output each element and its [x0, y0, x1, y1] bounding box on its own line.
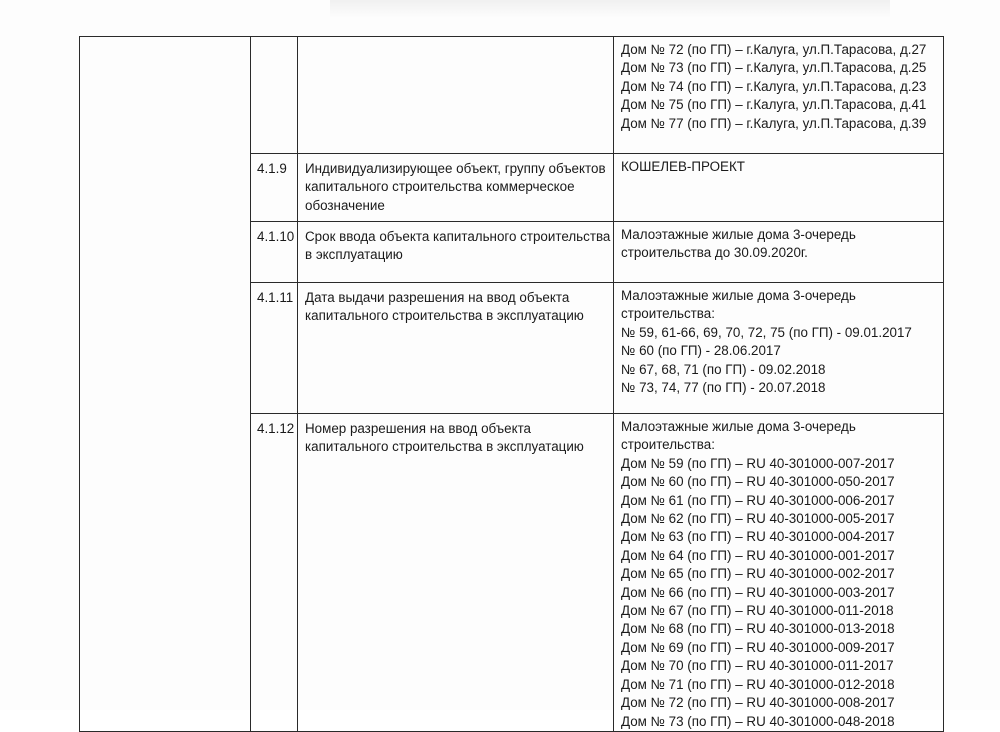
row-number: [251, 37, 298, 154]
value-line: Дом № 61 (по ГП) – RU 40-301000-006-2017: [621, 492, 895, 508]
value-line: Дом № 65 (по ГП) – RU 40-301000-002-2017: [621, 566, 895, 582]
value-line: строительства:: [621, 306, 715, 322]
row-number: 4.1.10: [251, 222, 298, 283]
value-line: Дом № 73 (по ГП) – RU 40-301000-048-2018: [621, 713, 895, 729]
value-line: Дом № 59 (по ГП) – RU 40-301000-007-2017: [621, 455, 895, 471]
value-line: Дом № 72 (по ГП) – RU 40-301000-008-2017: [621, 695, 895, 711]
left-empty-cell: [80, 37, 251, 732]
value-line: Дом № 66 (по ГП) – RU 40-301000-003-2017: [621, 584, 895, 600]
value-line: Дом № 77 (по ГП) – г.Калуга, ул.П.Тарасова, д.39: [621, 115, 927, 131]
declaration-table: [79, 36, 944, 732]
name-line: Дата выдачи разрешения на ввод объекта: [305, 290, 570, 305]
value-line: Дом № 62 (по ГП) – RU 40-301000-005-2017: [621, 511, 895, 527]
value-line: № 59, 61-66, 69, 70, 72, 75 (по ГП) - 09.01.2017: [621, 324, 912, 340]
row-name: [298, 283, 614, 414]
row-value: [614, 37, 944, 154]
value-line: Дом № 69 (по ГП) – RU 40-301000-009-2017: [621, 639, 895, 655]
row-value: [614, 283, 944, 414]
row-value: [614, 154, 944, 222]
value-line: Дом № 64 (по ГП) – RU 40-301000-001-2017: [621, 547, 895, 563]
row-name: [298, 154, 614, 222]
value-line: Дом № 72 (по ГП) – г.Калуга, ул.П.Тарасова, д.27: [621, 42, 927, 57]
value-line: Дом № 70 (по ГП) – RU 40-301000-011-2017: [621, 658, 894, 674]
value-line: строительства до 30.09.2020г.: [621, 245, 808, 261]
value-line: Малоэтажные жилые дома 3-очередь: [621, 288, 856, 303]
row-number: 4.1.9: [251, 154, 298, 222]
row-name: [298, 222, 614, 283]
value-line: КОШЕЛЕВ-ПРОЕКТ: [621, 159, 745, 174]
row-value: [614, 222, 944, 283]
table-row: [80, 37, 944, 154]
row-value: [614, 414, 944, 732]
value-line: Дом № 74 (по ГП) – г.Калуга, ул.П.Тарасова, д.23: [621, 78, 927, 94]
name-line: капитального строительства в эксплуатацию: [305, 439, 584, 455]
row-name: [298, 414, 614, 732]
value-line: Дом № 73 (по ГП) – г.Калуга, ул.П.Тарасова, д.25: [621, 60, 927, 76]
value-line: Дом № 60 (по ГП) – RU 40-301000-050-2017: [621, 474, 895, 490]
name-line: Индивидуализирующее объект, группу объектов: [305, 161, 606, 176]
name-line: капитального строительства в эксплуатацию: [305, 308, 584, 324]
value-line: № 60 (по ГП) - 28.06.2017: [621, 343, 781, 359]
name-line: капитального строительства коммерческое: [305, 179, 575, 195]
row-number: 4.1.11: [251, 283, 298, 414]
name-line: Срок ввода объекта капитального строительства: [305, 229, 611, 244]
value-line: строительства:: [621, 437, 715, 453]
value-line: Дом № 68 (по ГП) – RU 40-301000-013-2018: [621, 621, 895, 637]
value-line: Дом № 67 (по ГП) – RU 40-301000-011-2018: [621, 603, 894, 619]
row-number: 4.1.12: [251, 414, 298, 732]
name-line: в эксплуатацию: [305, 247, 403, 263]
value-line: Дом № 63 (по ГП) – RU 40-301000-004-2017: [621, 529, 895, 545]
value-line: Дом № 75 (по ГП) – г.Калуга, ул.П.Тарасова, д.41: [621, 97, 927, 113]
name-line: обозначение: [305, 197, 385, 213]
scan-shadow: [330, 0, 890, 18]
value-line: Дом № 71 (по ГП) – RU 40-301000-012-2018: [621, 676, 895, 692]
value-line: № 73, 74, 77 (по ГП) - 20.07.2018: [621, 380, 826, 396]
row-name: [298, 37, 614, 154]
value-line: Малоэтажные жилые дома 3-очередь: [621, 227, 856, 242]
name-line: Номер разрешения на ввод объекта: [305, 421, 532, 436]
value-line: Малоэтажные жилые дома 3-очередь: [621, 419, 856, 434]
value-line: № 67, 68, 71 (по ГП) - 09.02.2018: [621, 361, 826, 377]
